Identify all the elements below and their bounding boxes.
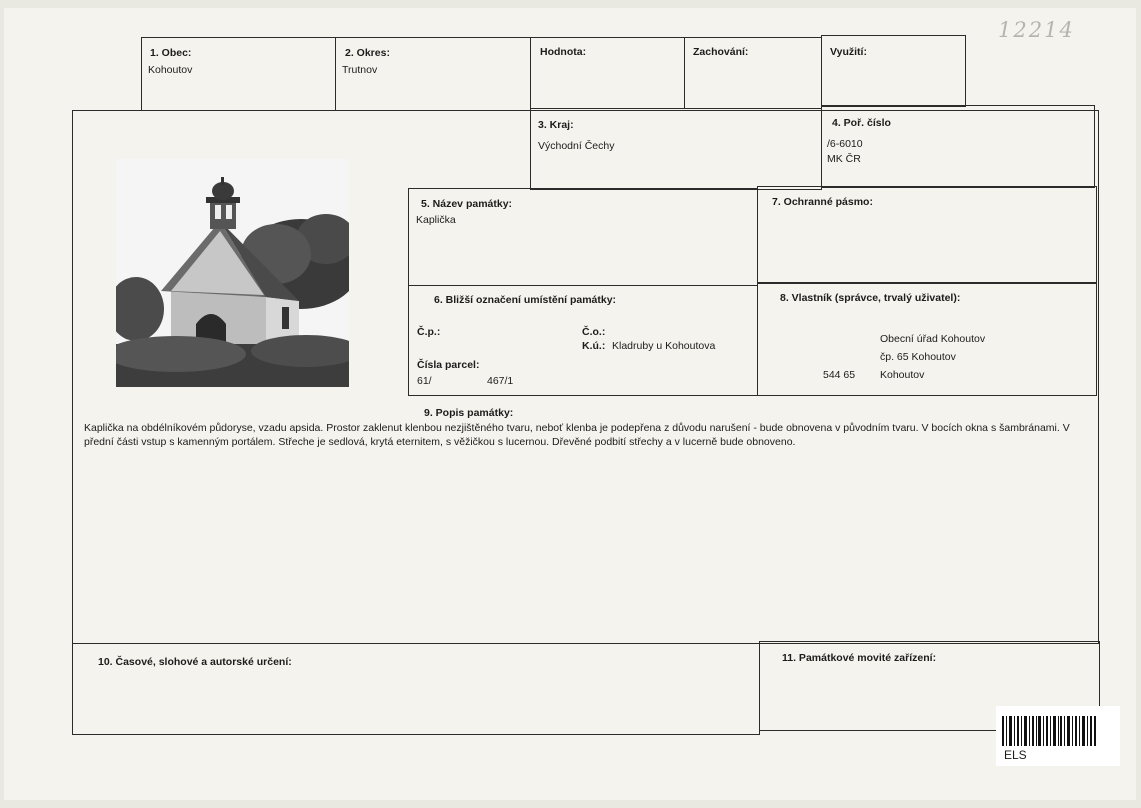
por-cislo-label: 4. Poř. číslo (832, 117, 891, 129)
barcode-icon (1002, 716, 1096, 746)
okres-label: 2. Okres: (345, 47, 390, 59)
parcel-label: Čísla parcel: (417, 359, 480, 371)
vlastnik-town: Kohoutov (880, 369, 925, 381)
zachovani-label: Zachování: (693, 46, 749, 58)
barcode-label (996, 706, 1120, 766)
chapel-photo-image (116, 159, 349, 387)
okres-value: Trutnov (342, 64, 378, 76)
vlastnik-name: Obecní úřad Kohoutov (880, 333, 986, 345)
barcode-text: ELS (1004, 748, 1027, 762)
chapel-photo (116, 159, 349, 387)
parcel-number-1: 61/ (417, 375, 432, 387)
parcel-number-2: 467/1 (487, 375, 514, 387)
por-cislo-value: /6-6010 (827, 138, 863, 150)
co-label: Č.o.: (582, 326, 606, 338)
ku-label: K.ú.: (582, 340, 606, 352)
nazev-value: Kaplička (416, 214, 456, 226)
hodnota-label: Hodnota: (540, 46, 587, 58)
obec-value: Kohoutov (148, 64, 193, 76)
casove-label: 10. Časové, slohové a autorské určení: (98, 656, 292, 668)
kraj-value: Východní Čechy (538, 140, 615, 152)
vlastnik-label: 8. Vlastník (správce, trvalý uživatel): (780, 292, 961, 304)
ochranne-pasmo-label: 7. Ochranné pásmo: (772, 196, 873, 208)
vyuziti-label: Využití: (830, 46, 867, 58)
handwritten-record-number: 12214 (998, 18, 1075, 42)
movite-label: 11. Památkové movité zařízení: (782, 652, 937, 664)
cp-label: Č.p.: (417, 326, 441, 338)
kraj-label: 3. Kraj: (538, 119, 574, 131)
nazev-label: 5. Název památky: (421, 198, 513, 210)
popis-text: Kaplička na obdélníkovém půdoryse, vzadu apsida. Prostor zaklenut klenbou nezjištěného tvaru, neboť klenba je podepřena z důvodu narušení - bude obnovena v původním tvaru. V bocích okna s šambránami. V přední části vstup s kamenným portálem. Střeche je sedlová, krytá eternitem, s věžičkou s lucernou. Dřevěné podbití střechy a v lucerně bude obnoveno. (84, 422, 1070, 448)
vlastnik-address: čp. 65 Kohoutov (880, 351, 956, 363)
vlastnik-psc: 544 65 (823, 369, 856, 381)
por-cislo-authority: MK ČR (827, 153, 861, 165)
ku-value: Kladruby u Kohoutova (612, 340, 716, 352)
popis-label: 9. Popis památky: (424, 407, 514, 419)
umisteni-label: 6. Bližší označení umístění památky: (434, 294, 617, 306)
obec-label: 1. Obec: (150, 47, 192, 59)
